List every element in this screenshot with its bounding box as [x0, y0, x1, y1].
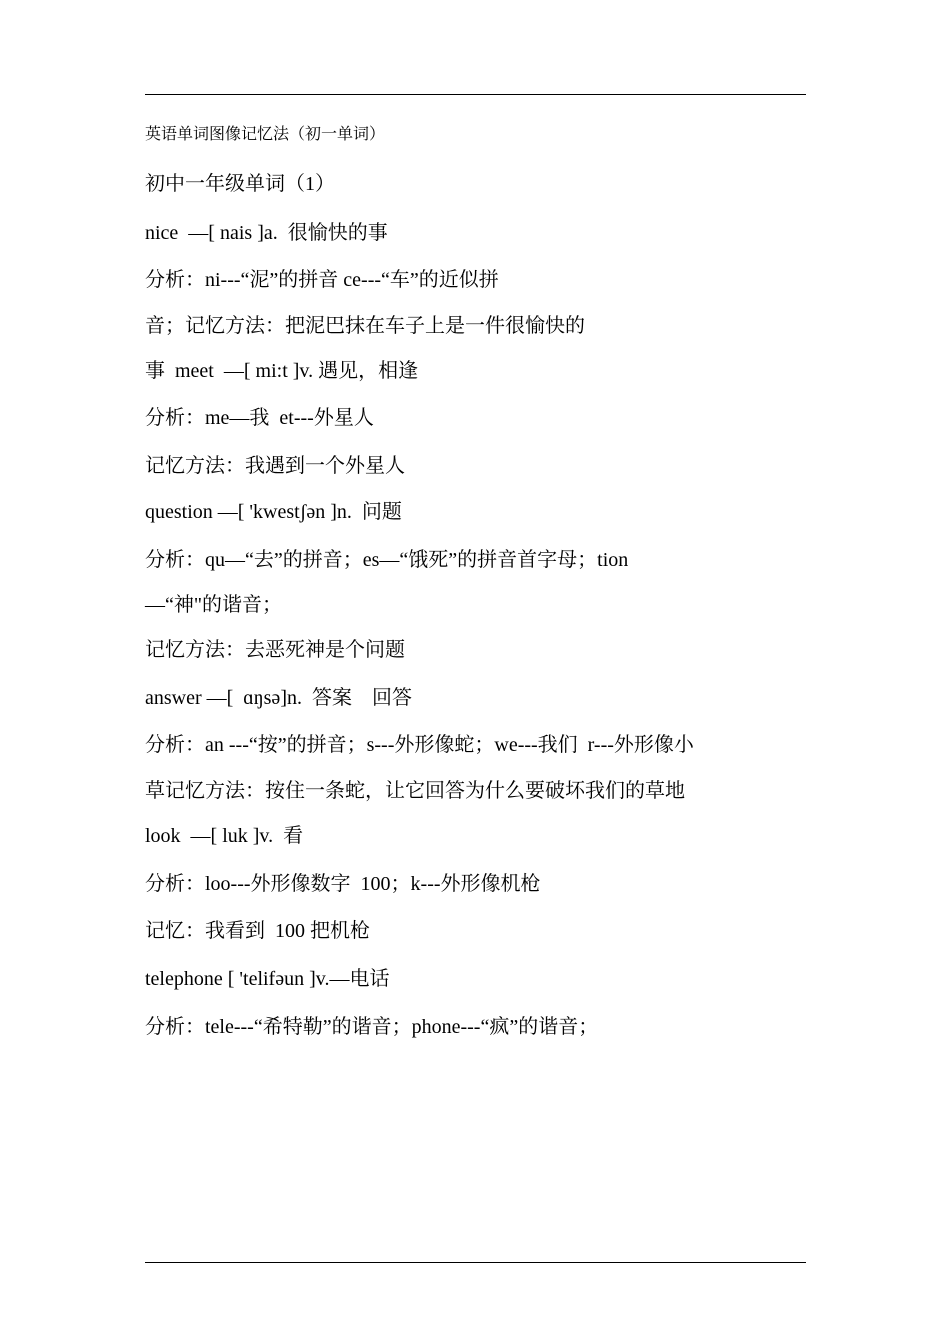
- text-line: 记忆：我看到 100 把机枪: [145, 920, 370, 942]
- text-line: 分析：loo---外形像数字 100；k---外形像机枪: [145, 873, 541, 895]
- footer-rule: [145, 1262, 806, 1263]
- text-line: 分析：an ---“按”的拼音；s---外形像蛇；we---我们 r---外形像小: [145, 734, 694, 756]
- text-line: 草记忆方法：按住一条蛇，让它回答为什么要破坏我们的草地: [145, 780, 685, 802]
- text-line: 分析：tele---“希特勒”的谐音；phone---“疯”的谐音；: [145, 1016, 599, 1038]
- text-line: 分析：ni---“泥”的拼音 ce---“车”的近似拼: [145, 269, 499, 291]
- text-line: answer —[ ɑŋsə]n. 答案 回答: [145, 687, 412, 709]
- text-line: —“神"的谐音；: [145, 594, 283, 616]
- text-line: nice —[ nais ]a. 很愉快的事: [145, 222, 388, 244]
- text-line: 音；记忆方法：把泥巴抹在车子上是一件很愉快的: [145, 315, 585, 337]
- page-header: 英语单词图像记忆法（初一单词）: [145, 126, 386, 143]
- text-line: 事 meet —[ mi:t ]v. 遇见，相逢: [145, 360, 419, 382]
- text-line: look —[ luk ]v. 看: [145, 825, 304, 847]
- text-line: 分析：qu—“去”的拼音；es—“饿死”的拼音首字母；tion: [145, 549, 629, 571]
- text-line: question —[ 'kwestʃən ]n. 问题: [145, 501, 402, 523]
- header-rule: [145, 94, 806, 95]
- text-line: telephone [ 'telifəun ]v.—电话: [145, 968, 390, 990]
- text-line: 记忆方法：去恶死神是个问题: [145, 639, 405, 661]
- section-title: 初中一年级单词（1）: [145, 173, 335, 195]
- text-line: 分析：me—我 et---外星人: [145, 407, 374, 429]
- text-line: 记忆方法：我遇到一个外星人: [145, 455, 405, 477]
